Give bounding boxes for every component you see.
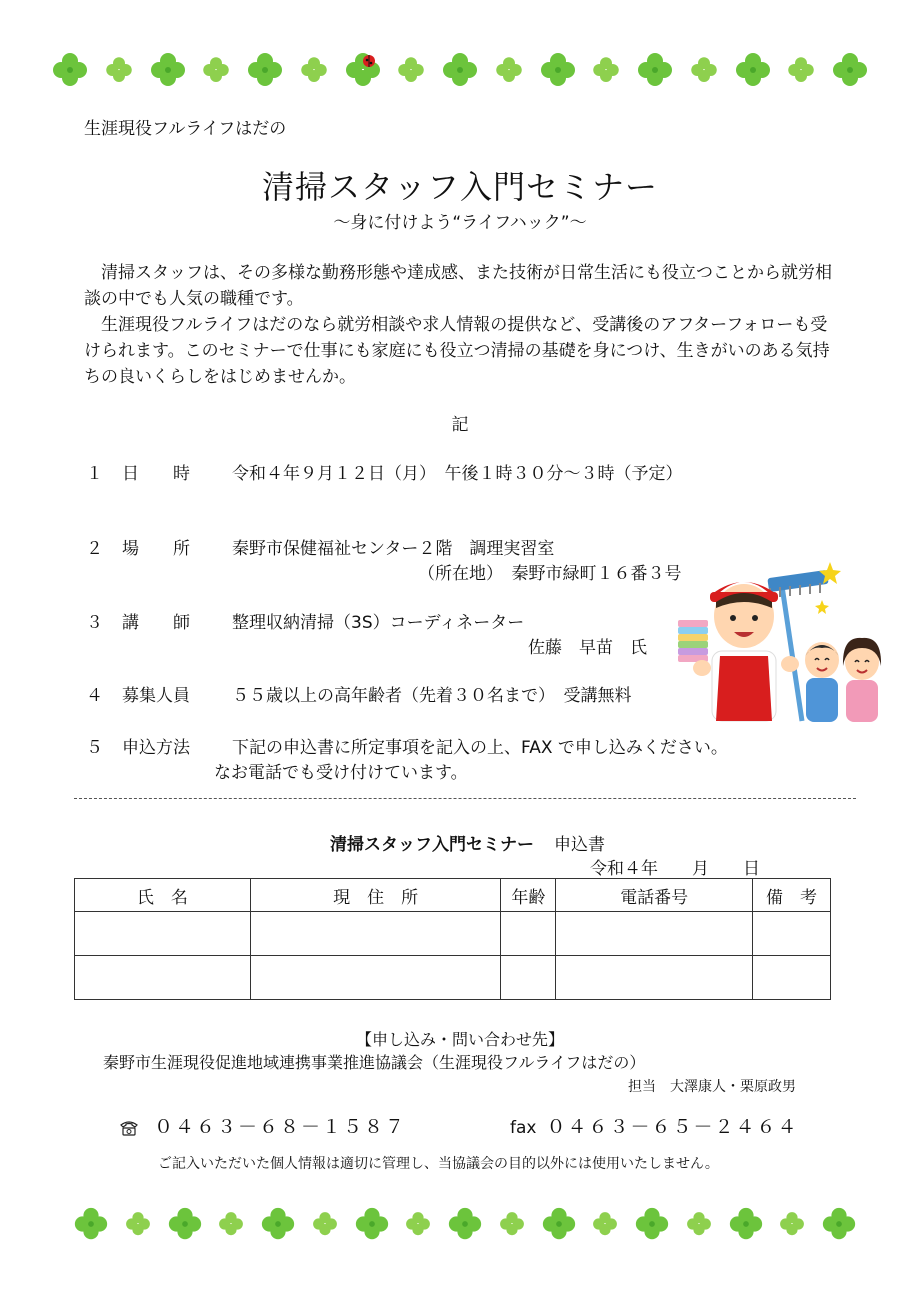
phone-cell[interactable]	[556, 956, 753, 1000]
clover-icon	[440, 50, 480, 90]
item-label: 申込方法	[122, 738, 190, 758]
clover-icon	[104, 55, 134, 85]
ki-heading: 記	[451, 415, 469, 435]
clover-icon	[201, 55, 231, 85]
age-cell[interactable]	[501, 912, 556, 956]
clover-icon	[353, 1205, 391, 1243]
item-number: ５	[86, 738, 103, 758]
form-seminar-name: 清掃スタッフ入門セミナー	[330, 835, 534, 855]
lecturer-name: 佐藤 早苗 氏	[528, 638, 647, 658]
detail-item-date	[0, 459, 920, 483]
bottom-clover-border	[72, 1204, 858, 1244]
item-number: ３	[86, 613, 103, 633]
fax-label: fax	[510, 1118, 537, 1138]
organization-name: 生涯現役フルライフはだの	[84, 119, 287, 139]
clover-icon	[689, 55, 719, 85]
phone-number	[120, 1112, 406, 1139]
address-cell[interactable]	[250, 956, 501, 1000]
clover-icon	[299, 55, 329, 85]
name-cell[interactable]	[75, 956, 251, 1000]
clover-icon	[633, 1205, 671, 1243]
telephone-icon	[120, 1120, 138, 1136]
item-number: １	[86, 464, 103, 484]
clover-icon	[540, 1205, 578, 1243]
form-title-suffix: 申込書	[554, 835, 605, 855]
clover-icon	[727, 1205, 765, 1243]
column-header-remarks: 備 考	[753, 879, 831, 912]
clover-icon	[245, 50, 285, 90]
intro-text	[84, 260, 844, 390]
clover-icon	[591, 1210, 619, 1238]
item-value: ５５歳以上の高年齢者（先着３０名まで） 受講無料	[232, 686, 632, 706]
age-cell[interactable]	[501, 956, 556, 1000]
intro-paragraph: 生涯現役フルライフはだのなら就労相談や求人情報の提供など、受講後のアフターフォローも受けられます。このセミナーで仕事にも家庭にも役立つ清掃の基礎を身につけ、生きがいのある気持ちの良いくらしをはじめませんか。	[84, 315, 830, 387]
cleaning-staff-illustration	[672, 556, 884, 726]
clover-icon	[396, 55, 426, 85]
item-address: （所在地） 秦野市緑町１６番３号	[418, 564, 682, 584]
clover-icon	[166, 1205, 204, 1243]
clover-icon	[635, 50, 675, 90]
table-row	[75, 912, 831, 956]
clover-icon	[494, 55, 524, 85]
clover-ladybug-icon	[343, 50, 383, 90]
top-clover-border	[50, 50, 870, 90]
clover-icon	[786, 55, 816, 85]
privacy-note: ご記入いただいた個人情報は適切に管理し、当協議会の目的以外には使用いたしません。	[158, 1156, 719, 1172]
item-label: 場 所	[122, 539, 190, 559]
item-value: 令和４年９月１２日（月） 午後１時３０分～３時（予定）	[232, 464, 683, 484]
clover-icon	[820, 1205, 858, 1243]
table-header-row	[75, 879, 831, 912]
clover-icon	[538, 50, 578, 90]
clover-icon	[591, 55, 621, 85]
cut-line	[74, 798, 856, 799]
item-number: ４	[86, 686, 103, 706]
address-cell[interactable]	[250, 912, 501, 956]
column-header-name: 氏 名	[75, 879, 251, 912]
clover-icon	[217, 1210, 245, 1238]
remarks-cell[interactable]	[753, 912, 831, 956]
clover-icon	[72, 1205, 110, 1243]
item-value: 秦野市保健福祉センター２階 調理実習室	[232, 539, 555, 559]
clover-icon	[259, 1205, 297, 1243]
clover-icon	[148, 50, 188, 90]
item-note: なお電話でも受け付けています。	[214, 763, 468, 783]
name-cell[interactable]	[75, 912, 251, 956]
clover-icon	[404, 1210, 432, 1238]
clover-icon	[685, 1210, 713, 1238]
form-date: 令和４年 月 日	[590, 859, 760, 879]
remarks-cell[interactable]	[753, 956, 831, 1000]
item-label: 講 師	[122, 613, 190, 633]
item-number: ２	[86, 539, 103, 559]
column-header-phone: 電話番号	[556, 879, 753, 912]
item-value: 下記の申込書に所定事項を記入の上、FAX で申し込みください。	[232, 738, 728, 758]
clover-icon	[311, 1210, 339, 1238]
clover-icon	[124, 1210, 152, 1238]
contact-organization: 秦野市生涯現役促進地域連携事業推進協議会（生涯現役フルライフはだの）	[103, 1053, 646, 1072]
page-title: 清掃スタッフ入門セミナー	[261, 168, 658, 206]
phone-cell[interactable]	[556, 912, 753, 956]
application-form-table	[74, 878, 831, 1000]
clover-icon	[50, 50, 90, 90]
clover-icon	[498, 1210, 526, 1238]
table-row	[75, 956, 831, 1000]
item-label: 日 時	[122, 464, 190, 484]
page-subtitle: ～身に付けよう“ライフハック”～	[333, 213, 587, 233]
clover-icon	[733, 50, 773, 90]
item-value: 整理収納清掃（3S）コーディネーター	[232, 613, 525, 633]
contact-person: 担当 大澤康人・栗原政男	[628, 1079, 796, 1095]
item-label: 募集人員	[122, 686, 190, 706]
detail-item-application	[0, 733, 920, 783]
fax-value: ０４６３－６５－２４６４	[546, 1116, 799, 1138]
intro-paragraph: 清掃スタッフは、その多様な勤務形態や達成感、また技術が日常生活にも役立つことから就労相談の中でも人気の職種です。	[84, 263, 832, 309]
clover-icon	[830, 50, 870, 90]
application-form-title	[330, 830, 605, 855]
column-header-address: 現 住 所	[250, 879, 501, 912]
column-header-age: 年齢	[501, 879, 556, 912]
fax-number	[510, 1112, 798, 1139]
clover-icon	[778, 1210, 806, 1238]
phone-value: ０４６３－６８－１５８７	[154, 1116, 407, 1138]
clover-icon	[446, 1205, 484, 1243]
contact-heading: 【申し込み・問い合わせ先】	[355, 1030, 564, 1049]
